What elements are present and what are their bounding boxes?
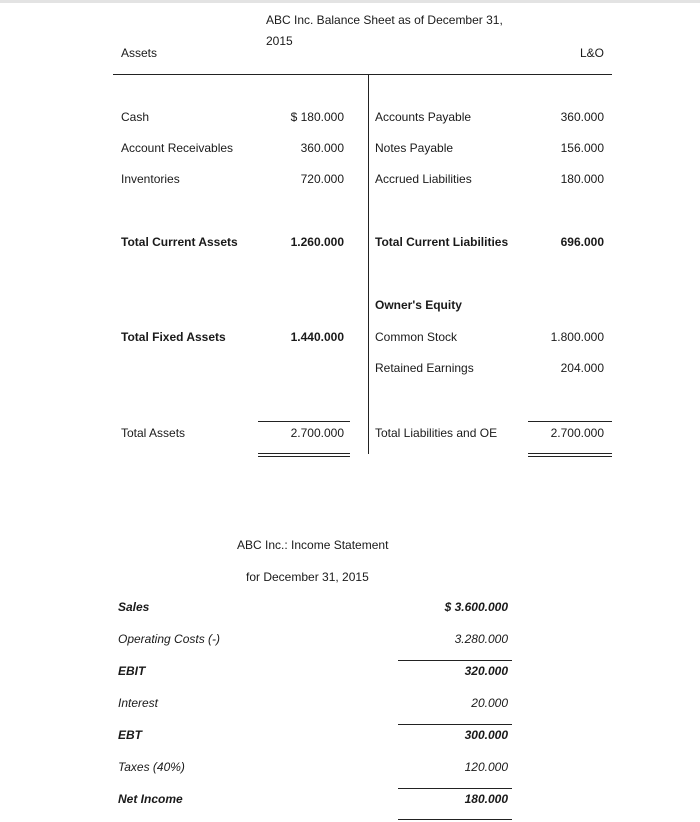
net-income-bottom-rule bbox=[398, 819, 512, 820]
total-assets-label: Total Assets bbox=[121, 426, 186, 440]
total-fixed-assets-label: Total Fixed Assets bbox=[121, 330, 226, 344]
total-assets-top-rule bbox=[258, 421, 350, 422]
owners-equity-header: Owner's Equity bbox=[375, 298, 462, 312]
cash-label: Cash bbox=[121, 110, 150, 124]
common-stock-value: 1.800.000 bbox=[550, 330, 604, 344]
accrued-liabilities-value: 180.000 bbox=[560, 172, 604, 186]
balance-sheet-title-year: 2015 bbox=[266, 34, 293, 48]
accounts-payable-value: 360.000 bbox=[560, 110, 604, 124]
retained-earnings-value: 204.000 bbox=[560, 361, 604, 375]
net-income-value: 180.000 bbox=[464, 792, 508, 806]
header-rule bbox=[113, 74, 612, 75]
top-border bbox=[0, 0, 700, 3]
ar-value: 360.000 bbox=[300, 141, 344, 155]
notes-payable-label: Notes Payable bbox=[375, 141, 454, 155]
ebt-label: EBT bbox=[118, 728, 142, 742]
ebit-label: EBIT bbox=[118, 664, 146, 678]
cash-value: $ 180.000 bbox=[290, 110, 344, 124]
retained-earnings-label: Retained Earnings bbox=[375, 361, 474, 375]
notes-payable-value: 156.000 bbox=[560, 141, 604, 155]
sales-label: Sales bbox=[118, 600, 150, 614]
total-loe-double-rule-1 bbox=[528, 453, 612, 454]
interest-value: 20.000 bbox=[471, 696, 508, 710]
inventories-label: Inventories bbox=[121, 172, 180, 186]
total-loe-top-rule bbox=[528, 421, 612, 422]
common-stock-label: Common Stock bbox=[375, 330, 458, 344]
total-loe-double-rule-2 bbox=[528, 456, 612, 457]
ebt-value: 300.000 bbox=[464, 728, 508, 742]
t-account-divider bbox=[368, 75, 369, 454]
ar-label: Account Receivables bbox=[121, 141, 234, 155]
sales-value: $ 3.600.000 bbox=[444, 600, 508, 614]
income-statement-date: for December 31, 2015 bbox=[246, 570, 369, 584]
total-current-liabilities-label: Total Current Liabilities bbox=[375, 235, 509, 249]
net-income-rule bbox=[398, 788, 512, 789]
total-current-assets-label: Total Current Assets bbox=[121, 235, 238, 249]
ebt-rule bbox=[398, 724, 512, 725]
balance-sheet-title: ABC Inc. Balance Sheet as of December 31, bbox=[266, 13, 503, 27]
ebit-value: 320.000 bbox=[464, 664, 508, 678]
total-assets-double-rule-2 bbox=[258, 456, 350, 457]
total-assets-double-rule-1 bbox=[258, 453, 350, 454]
total-liabilities-oe-label: Total Liabilities and OE bbox=[375, 426, 498, 440]
total-current-liabilities-value: 696.000 bbox=[560, 235, 604, 249]
net-income-label: Net Income bbox=[118, 792, 183, 806]
lo-header: L&O bbox=[579, 46, 604, 60]
interest-label: Interest bbox=[118, 696, 159, 710]
assets-header: Assets bbox=[121, 46, 158, 60]
total-liabilities-oe-value: 2.700.000 bbox=[550, 426, 604, 440]
total-fixed-assets-value: 1.440.000 bbox=[290, 330, 344, 344]
taxes-label: Taxes (40%) bbox=[118, 760, 185, 774]
ebit-rule bbox=[398, 660, 512, 661]
accrued-liabilities-label: Accrued Liabilities bbox=[375, 172, 472, 186]
inventories-value: 720.000 bbox=[300, 172, 344, 186]
operating-costs-value: 3.280.000 bbox=[454, 632, 508, 646]
accounts-payable-label: Accounts Payable bbox=[375, 110, 472, 124]
operating-costs-label: Operating Costs (-) bbox=[118, 632, 221, 646]
total-current-assets-value: 1.260.000 bbox=[290, 235, 344, 249]
income-statement-title: ABC Inc.: Income Statement bbox=[237, 538, 389, 552]
taxes-value: 120.000 bbox=[464, 760, 508, 774]
total-assets-value: 2.700.000 bbox=[290, 426, 344, 440]
